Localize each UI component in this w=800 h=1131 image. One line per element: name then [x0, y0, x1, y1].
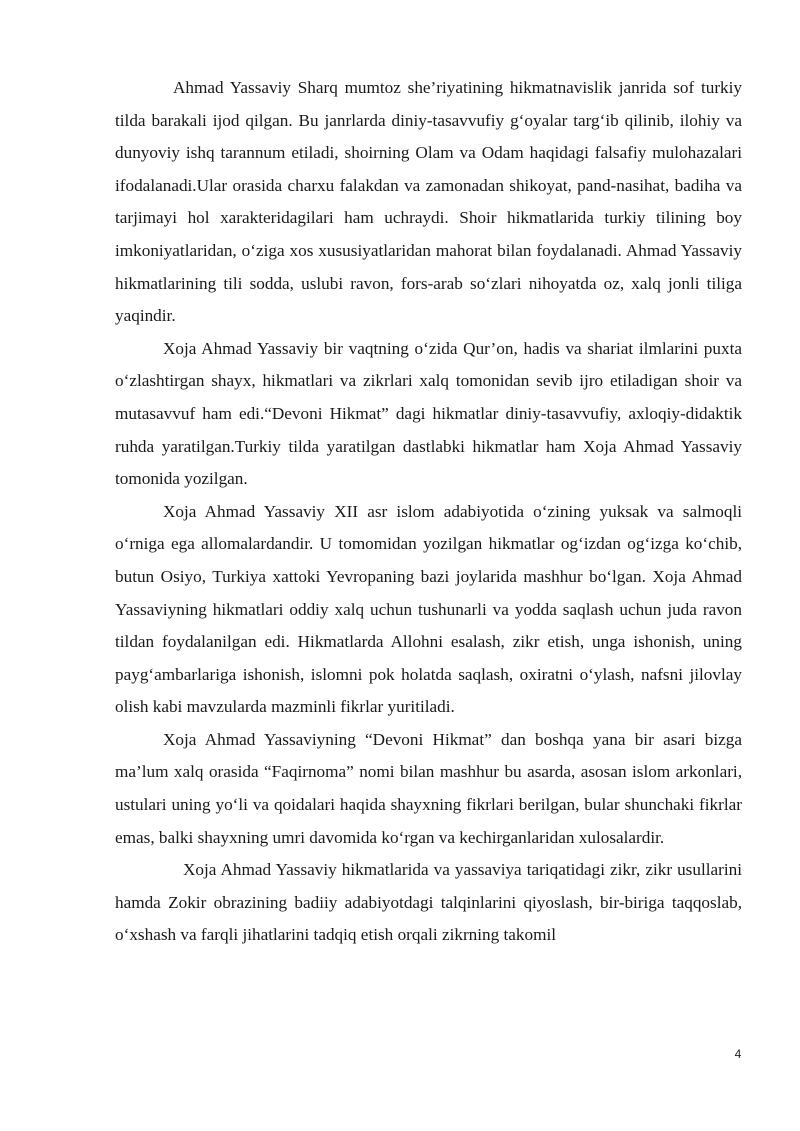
body-text [115, 72, 742, 952]
paragraph-4: Xoja Ahmad Yassaviyning “Devoni Hikmat” dan boshqa yana bir asari bizga ma’lum xalq orasida “Faqirnoma” nomi bilan mashhur bu asarda, asosan islom arkonlari, ustulari uning yo‘li va qoidalari haqida shayxning fikrlari berilgan, bular shunchaki fikrlar emas, balki shayxning umri davomida ko‘rgan va kechirganlaridan xulosalardir. [115, 729, 742, 847]
page-number: 4 [734, 1047, 742, 1061]
paragraph-3: Xoja Ahmad Yassaviy XII asr islom adabiyotida o‘zining yuksak va salmoqli o‘rniga ega allomalardandir. U tomomidan yozilgan hikmatlar og‘izdan og‘izga ko‘chib, butun Osiyo, Turkiya xattoki Yevropaning bazi joylarida mashhur bo‘lgan. Xoja Ahmad Yassaviyning hikmatlari oddiy xalq uchun tushunarli va yodda saqlash uchun juda ravon tildan foydalanilgan edi. Hikmatlarda Allohni esalash, zikr etish, unga ishonish, uning payg‘ambarlariga ishonish, islomni pok holatda saqlash, oxiratni o‘ylash, nafsni jilovlay olish kabi mavzularda mazminli fikrlar yuritiladi. [115, 501, 742, 717]
paragraph-5: Xoja Ahmad Yassaviy hikmatlarida va yassaviya tariqatidagi zikr, zikr usullarini hamda Zokir obrazining badiiy adabiyotdagi talqinlarini qiyoslash, bir-biriga taqqoslab, o‘xshash va farqli jihatlarini tadqiq etish orqali zikrning takomil [115, 860, 742, 945]
paragraph-1: Ahmad Yassaviy Sharq mumtoz she’riyatining hikmatnavislik janrida sof turkiy tilda barakali ijod qilgan. Bu janrlarda diniy-tasavvufiy g‘oyalar targ‘ib qilinib, ilohiy va dunyoviy ishq tarannum etiladi, shoirning Olam va Odam haqidagi falsafiy mulohazalari ifodalanadi.Ular orasida charxu falakdan va zamonadan shikoyat, pand-nasihat, badiha va tarjimayi hol xarakteridagilari ham uchraydi. Shoir hikmatlarida turkiy tilining boy imkoniyatlaridan, o‘ziga xos xususiyatlaridan mahorat bilan foydalanadi. Ahmad Yassaviy hikmatlarining tili sodda, uslubi ravon, fors-arab so‘zlari nihoyatda oz, xalq jonli tiliga yaqindir. [115, 78, 742, 326]
paragraph-2: Xoja Ahmad Yassaviy bir vaqtning o‘zida Qur’on, hadis va shariat ilmlarini puxta o‘zlashtirgan shayx, hikmatlari va zikrlari xalq tomonidan sevib ijro etiladigan shoir va mutasavvuf ham edi.“Devoni Hikmat” dagi hikmatlar diniy-tasavvufiy, axloqiy-didaktik ruhda yaratilgan.Turkiy tilda yaratilgan dastlabki hikmatlar ham Xoja Ahmad Yassaviy tomonida yozilgan. [115, 338, 742, 489]
